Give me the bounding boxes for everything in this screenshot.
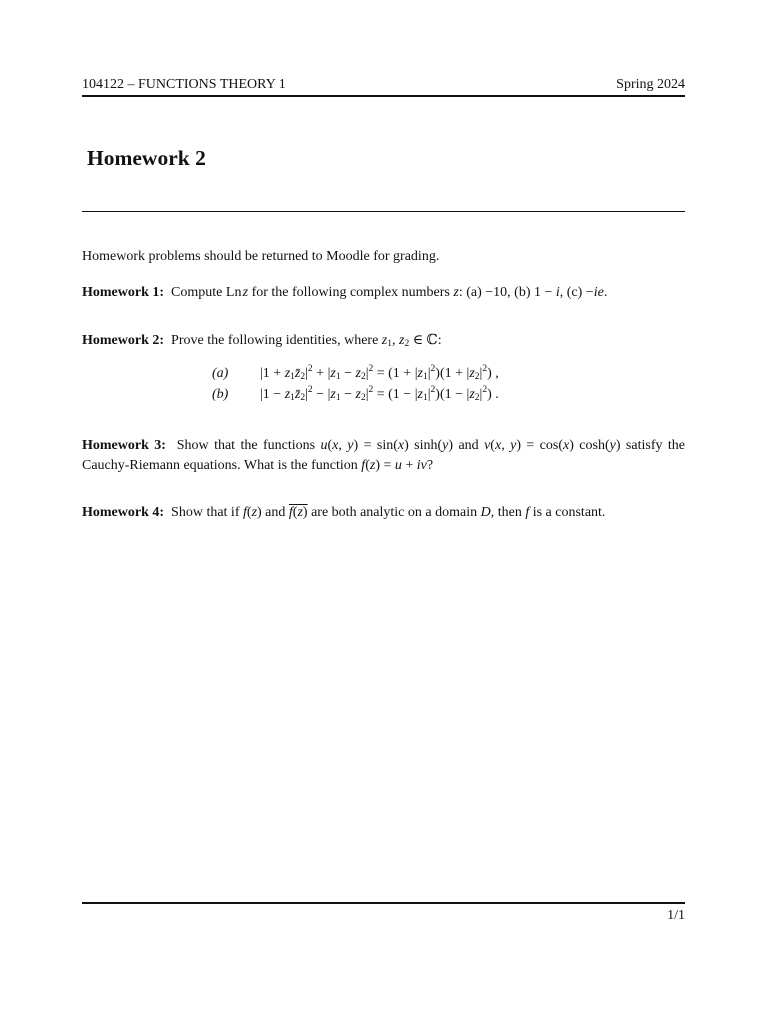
problem-1-label: Homework 1: (82, 285, 165, 300)
identity-a-formula: $|1 + z_1z̄_2|^2 + |z_1 - z_2|^2 = (1 + |z_1|^2)(1 + |z_2|^2)$ , (260, 364, 499, 382)
title-rule (82, 211, 685, 212)
identity-b-label: (b) (212, 387, 229, 402)
problem-3-text: Show that the functions u(x, y) = sin(x) sinh(y) and v(x, y) = cos(x) cosh(y) satisfy the Cauchy-Riemann equations. What is the function f(z) = u + iv? (82, 438, 685, 473)
problem-2-text: Prove the following identities, where $z_1$, $z_2$ ∈ ℂ: (171, 333, 442, 349)
course-name: 104122 – FUNCTIONS THEORY 1 (82, 77, 286, 92)
problem-3 (82, 436, 685, 476)
problem-2-label: Homework 2: (82, 333, 165, 348)
problem-1 (82, 283, 607, 303)
identity-b-formula: $|1 - z_1z̄_2|^2 - |z_1 - z_2|^2 = (1 - |z_1|^2)(1 - |z_2|^2)$ . (260, 385, 499, 403)
problem-3-label: Homework 3: (82, 438, 166, 453)
intro-text: Homework problems should be returned to Moodle for grading. (82, 249, 440, 264)
footer-rule (82, 902, 685, 904)
header-rule (82, 95, 685, 97)
page-title: Homework 2 (87, 146, 206, 170)
problem-1-text: Compute Ln z for the following complex numbers z: (a) −10, (b) 1 − i, (c) −ie. (171, 285, 608, 300)
term: Spring 2024 (616, 77, 685, 92)
problem-4-label: Homework 4: (82, 505, 165, 520)
problem-4-text: Show that if f(z) and f(z) are both analytic on a domain D, then f is a constant. (171, 505, 606, 520)
problem-4 (82, 503, 605, 523)
page-number: 1/1 (667, 908, 685, 923)
identity-a-label: (a) (212, 366, 229, 381)
problem-2 (82, 331, 442, 351)
